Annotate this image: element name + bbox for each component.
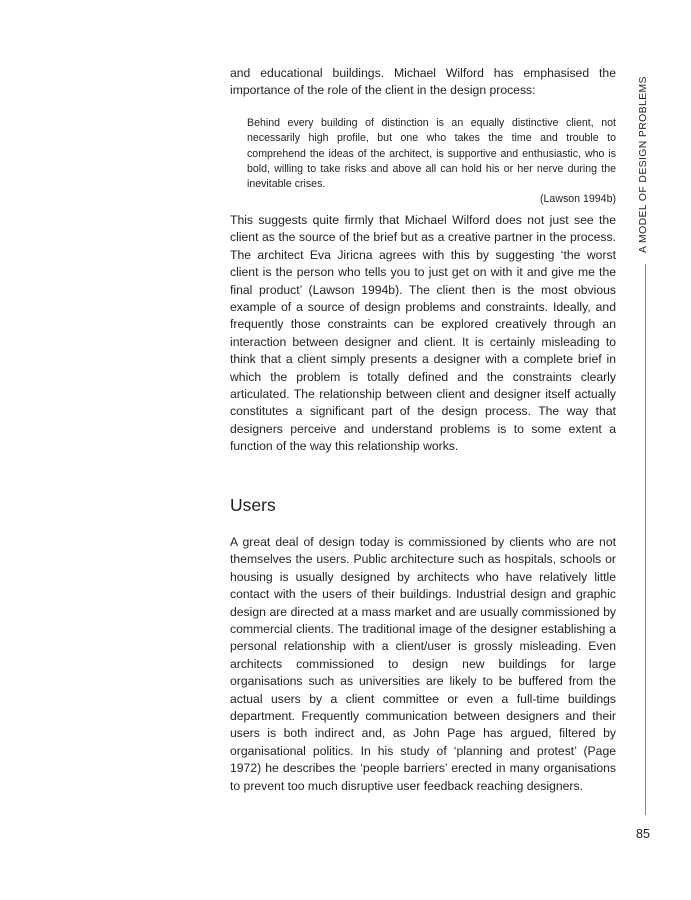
block-quote: [247, 116, 616, 208]
body-paragraph-intro: and educational buildings. Michael Wilford has emphasised the importance of the role of the client in the design process:: [230, 66, 616, 98]
page-number: 85: [636, 827, 650, 841]
running-head: A MODEL OF DESIGN PROBLEMS: [638, 76, 649, 253]
body-paragraph-users: A great deal of design today is commissioned by clients who are not themselves the users. Public architecture such as hospitals, schools or housing is usually designed by architects who have relatively little contact with the users of their buildings. Industrial design and graphic design are directed at a mass market and are usually commissioned by commercial clients. The traditional image of the designer establishing a personal relationship with a client/​user is grossly misleading. Even architects commissioned to design new buildings for large organisations such as universities are likely to be buffered from the actual users by a client committee or even a full-time buildings department. Frequently communication between designers and their users is both indirect and, as John Page has argued, filtered by organisational politics. In his study of ‘planning and protest’ (Page 1972) he describes the ‘people barriers’ erected in many organisations to prevent too much disruptive user feedback reaching designers.: [230, 535, 616, 793]
section-heading: Users: [230, 495, 276, 515]
block-quote-text: Behind every building of distinction is an equally distinctive client, not necessarily high profile, but one who takes the time and trouble to comprehend the ideas of the architect, is supportive and enthusiastic, who is bold, willing to take risks and above all can hold his or her nerve during the inevitable crises.: [247, 117, 616, 191]
body-paragraph-client-partner: This suggests quite firmly that Michael Wilford does not just see the client as the source of the brief but as a creative partner in the process. The architect Eva Jiricna agrees with this by suggesting ‘the worst client is the person who tells you to just get on with it and give me the final product’ (Lawson 1994b). The client then is the most obvious example of a source of design problems and constraints. Ideally, and frequently those constraints can be explored creatively through an interaction between designer and client. It is certainly misleading to think that a client simply presents a designer with a complete brief in which the problem is totally defined and the constraints clearly articulated. The relationship between client and designer itself actually constitutes a significant part of the design process. The way that designers perceive and understand problems is to some extent a function of the way this relationship works.: [230, 213, 616, 454]
block-quote-citation: (Lawson 1994b): [540, 193, 616, 206]
side-rule-divider: [645, 264, 646, 815]
